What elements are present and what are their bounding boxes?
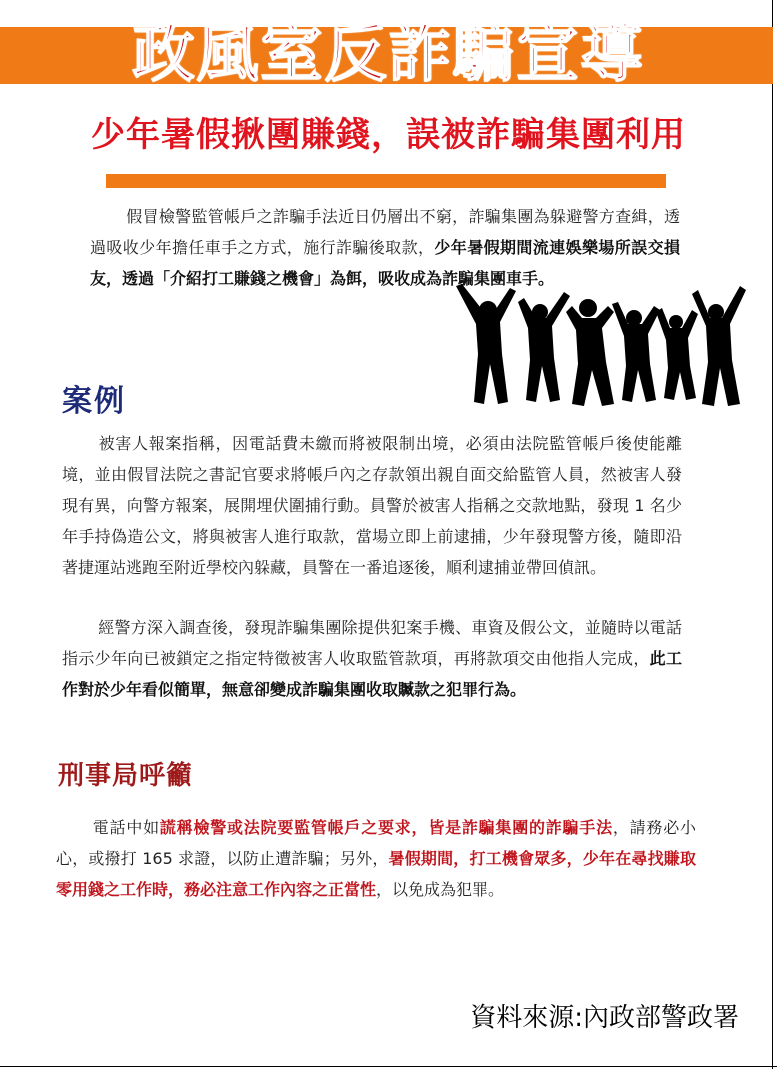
case-paragraph-2-text: 經警方深入調查後，發現詐騙集團除提供犯案手機、車資及假公文，並隨時以電話指示少年向已被鎖定之指定特徵被害人收取監管款項，再將款項交由他指人完成， xyxy=(62,618,682,668)
subtitle-underline xyxy=(106,174,666,188)
case-heading: 案例 xyxy=(62,384,126,419)
page-border-right xyxy=(772,0,773,1069)
intro-bold-text: 少年暑假期間流連娛樂場所誤交損友，透過「介紹打工賺錢之機會」為餌，吸收成為詐騙集團車手。 xyxy=(90,238,680,288)
banner-title: 政風室反詐騙宣導 xyxy=(132,17,645,90)
case-paragraph-2 xyxy=(62,612,682,705)
appeal-text-1: 電話中如 xyxy=(92,818,160,837)
case-paragraph-1 xyxy=(62,428,682,583)
intro-paragraph xyxy=(90,201,680,294)
case-paragraph-1-text: 被害人報案指稱，因電話費未繳而將被限制出境，必須由法院監管帳戶後使能離境，並由假冒法院之書記官要求將帳戶內之存款領出親自面交給監管人員，然被害人發現有異，向警方報案，展開埋伏圍捕行動。員警於被害人指稱之交款地點，發現 1 名少年手持偽造公文，將與被害人進行取款，當場立即上前逮捕，少年發現警方後，隨即沿著捷運站逃跑至附近學校內躲藏，員警在一番追逐後，順利逮捕並帶回偵訊。 xyxy=(62,434,682,577)
appeal-red-text-2: 暑假期間，打工機會眾多，少年在尋找賺取零用錢之工作時，務必注意工作內容之正當性 xyxy=(56,849,696,899)
appeal-paragraph xyxy=(56,812,696,905)
intro-text: 假冒檢警監管帳戶之詐騙手法近日仍層出不窮，詐騙集團為躲避警方查緝，透過吸收少年擔任車手之方式，施行詐騙後取款， xyxy=(90,207,680,257)
case-paragraph-2-bold-text: 此工作對於少年看似簡單，無意卻變成詐騙集團收取贓款之犯罪行為。 xyxy=(62,649,682,699)
appeal-text-3: ，以免成為犯罪。 xyxy=(376,880,505,899)
headline-subtitle: 少年暑假揪團賺錢，誤被詐騙集團利用 xyxy=(91,115,686,155)
appeal-red-text-1: 謊稱檢警或法院要監管帳戶之要求，皆是詐騙集團的詐騙手法 xyxy=(159,818,613,837)
appeal-heading: 刑事局呼籲 xyxy=(58,761,194,791)
dancing-people-silhouette-icon xyxy=(448,282,748,412)
source-credit: 資料來源:內政部警政署 xyxy=(470,1003,739,1033)
appeal-text-2: ，請務必小心，或撥打 165 求證，以防止遭詐騙；另外， xyxy=(56,818,696,868)
page-border-bottom xyxy=(0,1066,777,1067)
